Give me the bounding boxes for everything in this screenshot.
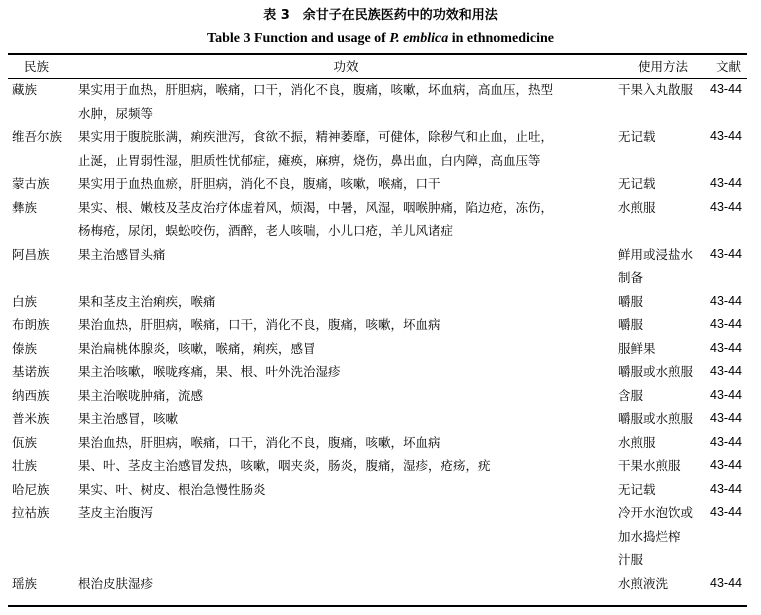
- table-row: [8, 243, 747, 290]
- cell-usage: [616, 125, 710, 172]
- table-body: [8, 78, 747, 595]
- cell-ethnicity: 哈尼族: [12, 481, 50, 497]
- table-caption-en: [0, 30, 761, 48]
- table-row: [8, 407, 747, 431]
- cell-efficacy: [76, 360, 616, 384]
- header-ethnicity: 民族: [24, 59, 50, 74]
- table-row: [8, 290, 747, 314]
- cell-reference: 43-44: [710, 481, 742, 496]
- usage-line: 水煎服: [618, 434, 656, 450]
- cell-reference: 43-44: [710, 199, 742, 214]
- cell-efficacy: [76, 501, 616, 572]
- table-row: [8, 313, 747, 337]
- efficacy-line: 根治皮肤湿疹: [78, 575, 154, 591]
- cell-ethnicity: 纳西族: [12, 387, 50, 403]
- table-row: [8, 384, 747, 408]
- cell-ethnicity: 拉祜族: [12, 505, 50, 520]
- efficacy-line: 杨梅疮，尿闭，蜈蚣咬伤，酒醉，老人咳喘，小儿口疮，羊儿风诸症: [78, 223, 454, 238]
- cell-usage: [616, 313, 710, 337]
- table-row: [8, 360, 747, 384]
- efficacy-line: 果实用于腹脘胀满，痢疾泄泻，食欲不振，精神萎靡，可健体，除秽气和止血，止吐，: [78, 129, 554, 144]
- cell-usage: [616, 478, 710, 502]
- cell-efficacy: [76, 431, 616, 455]
- cell-ethnicity: 阿昌族: [12, 246, 50, 262]
- cell-efficacy: [76, 125, 616, 172]
- cell-reference: 43-44: [710, 575, 742, 590]
- cell-ethnicity: 基诺族: [12, 364, 50, 379]
- cell-ethnicity: 瑶族: [12, 575, 38, 591]
- cell-reference: 43-44: [710, 129, 742, 143]
- efficacy-line: 果治血热，肝胆病，喉痛，口干，消化不良，腹痛，咳嗽，坏血病: [78, 317, 441, 332]
- cell-efficacy: [76, 384, 616, 408]
- usage-line: 含服: [618, 387, 644, 403]
- usage-line: 鲜用或浸盐水: [618, 246, 694, 262]
- cell-usage: [616, 360, 710, 384]
- usage-line: 嚼服或水煎服: [618, 364, 694, 379]
- cell-usage: [616, 196, 710, 243]
- cell-efficacy: [76, 290, 616, 314]
- cell-usage: [616, 431, 710, 455]
- usage-line: 无记载: [618, 129, 656, 144]
- caption-en-species: P. emblica: [389, 31, 449, 46]
- table-caption-cn: 表 3 余甘子在民族医药中的功效和用法: [263, 8, 498, 23]
- usage-line: 加水捣烂榨: [618, 528, 681, 544]
- efficacy-line: 果实用于血热血瘀，肝胆病，消化不良，腹痛，咳嗽，喉痛，口干: [78, 176, 441, 191]
- efficacy-line: 果主治感冒头痛: [78, 246, 166, 262]
- usage-line: 制备: [618, 270, 644, 285]
- cell-ethnicity: 彝族: [12, 199, 38, 215]
- efficacy-line: 果实用于血热，肝胆病，喉痛，口干，消化不良，腹痛，咳嗽，坏血病，高血压，热型: [78, 82, 554, 97]
- cell-ethnicity: 佤族: [12, 434, 38, 450]
- cell-efficacy: [76, 243, 616, 290]
- cell-reference: 43-44: [710, 364, 742, 378]
- cell-reference: 43-44: [710, 458, 742, 472]
- efficacy-line: 果治血热，肝胆病，喉痛，口干，消化不良，腹痛，咳嗽，坏血病: [78, 434, 441, 450]
- cell-ethnicity: 维吾尔族: [12, 129, 63, 144]
- header-usage: 使用方法: [637, 59, 688, 74]
- efficacy-line: 止涎，止胃弱性湿，胆质性忧郁症，瘫痪，麻痹，烧伤，鼻出血，白内障，高血压等: [78, 152, 541, 168]
- table-row: [8, 501, 747, 572]
- cell-usage: [616, 78, 710, 125]
- usage-line: 冷开水泡饮或: [618, 505, 694, 520]
- cell-efficacy: [76, 454, 616, 478]
- usage-line: 汁服: [618, 552, 644, 567]
- table-row: [8, 337, 747, 361]
- efficacy-line: 果主治喉咙肿痛，流感: [78, 387, 204, 403]
- bottom-rule: [8, 605, 747, 607]
- usage-line: 无记载: [618, 176, 656, 191]
- ethnomedicine-table: [8, 55, 747, 595]
- efficacy-line: 果主治咳嗽，喉咙疼痛，果、根、叶外洗治湿疹: [78, 364, 341, 379]
- table-row: [8, 196, 747, 243]
- cell-efficacy: [76, 572, 616, 596]
- cell-efficacy: [76, 313, 616, 337]
- caption-en-suffix: in ethnomedicine: [448, 31, 554, 46]
- cell-reference: 43-44: [710, 387, 742, 402]
- cell-usage: [616, 572, 710, 596]
- cell-ethnicity: 壮族: [12, 458, 38, 473]
- cell-ethnicity: 白族: [12, 293, 38, 309]
- usage-line: 干果入丸散服: [618, 82, 694, 97]
- cell-efficacy: [76, 337, 616, 361]
- cell-ethnicity: 普米族: [12, 411, 50, 426]
- table-row: [8, 78, 747, 125]
- cell-ethnicity: 布朗族: [12, 317, 50, 332]
- header-reference: 文献: [715, 59, 741, 74]
- cell-usage: [616, 384, 710, 408]
- cell-reference: 43-44: [710, 434, 742, 449]
- usage-line: 无记载: [618, 481, 656, 497]
- efficacy-line: 果主治感冒，咳嗽: [78, 411, 179, 426]
- efficacy-line: 果治扁桃体腺炎，咳嗽，喉痛，痢疾，感冒: [78, 340, 316, 356]
- efficacy-line: 果实、叶、树皮、根治急慢性肠炎: [78, 481, 266, 497]
- table-row: [8, 431, 747, 455]
- efficacy-line: 果、叶、茎皮主治感冒发热，咳嗽，咽夹炎，肠炎，腹痛，湿疹，疮疡，疣: [78, 458, 491, 473]
- cell-ethnicity: 蒙古族: [12, 176, 50, 191]
- cell-usage: [616, 172, 710, 196]
- cell-reference: 43-44: [710, 82, 742, 96]
- cell-reference: 43-44: [710, 340, 742, 355]
- cell-reference: 43-44: [710, 411, 742, 425]
- usage-line: 水煎液洗: [618, 575, 669, 591]
- cell-reference: 43-44: [710, 317, 742, 331]
- efficacy-line: 果实、根、嫩枝及茎皮治疗体虚着风，烦渴，中暑，风湿，咽喉肿痛，陷边疮，冻伤，: [78, 199, 554, 215]
- cell-ethnicity: 傣族: [12, 340, 38, 356]
- cell-efficacy: [76, 172, 616, 196]
- usage-line: 嚼服或水煎服: [618, 411, 694, 426]
- efficacy-line: 水肿，尿频等: [78, 105, 154, 121]
- cell-efficacy: [76, 78, 616, 125]
- cell-usage: [616, 243, 710, 290]
- table-row: [8, 454, 747, 478]
- efficacy-line: 茎皮主治腹泻: [78, 505, 154, 520]
- cell-usage: [616, 290, 710, 314]
- cell-reference: 43-44: [710, 246, 742, 261]
- efficacy-line: 果和茎皮主治痢疾，喉痛: [78, 293, 216, 309]
- usage-line: 嚼服: [618, 317, 644, 332]
- cell-usage: [616, 454, 710, 478]
- table-row: [8, 125, 747, 172]
- cell-ethnicity: 藏族: [12, 82, 38, 97]
- cell-usage: [616, 407, 710, 431]
- cell-efficacy: [76, 407, 616, 431]
- usage-line: 干果水煎服: [618, 458, 681, 473]
- usage-line: 水煎服: [618, 199, 656, 215]
- usage-line: 服鲜果: [618, 340, 656, 356]
- header-row: [8, 55, 747, 78]
- cell-reference: 43-44: [710, 293, 742, 308]
- cell-usage: [616, 337, 710, 361]
- table-row: [8, 572, 747, 596]
- table-row: [8, 172, 747, 196]
- caption-en-prefix: Table 3 Function and usage of: [207, 31, 390, 46]
- cell-reference: 43-44: [710, 176, 742, 190]
- header-efficacy: 功效: [333, 59, 359, 74]
- cell-efficacy: [76, 196, 616, 243]
- usage-line: 嚼服: [618, 293, 644, 309]
- cell-reference: 43-44: [710, 505, 742, 519]
- table-row: [8, 478, 747, 502]
- cell-usage: [616, 501, 710, 572]
- cell-efficacy: [76, 478, 616, 502]
